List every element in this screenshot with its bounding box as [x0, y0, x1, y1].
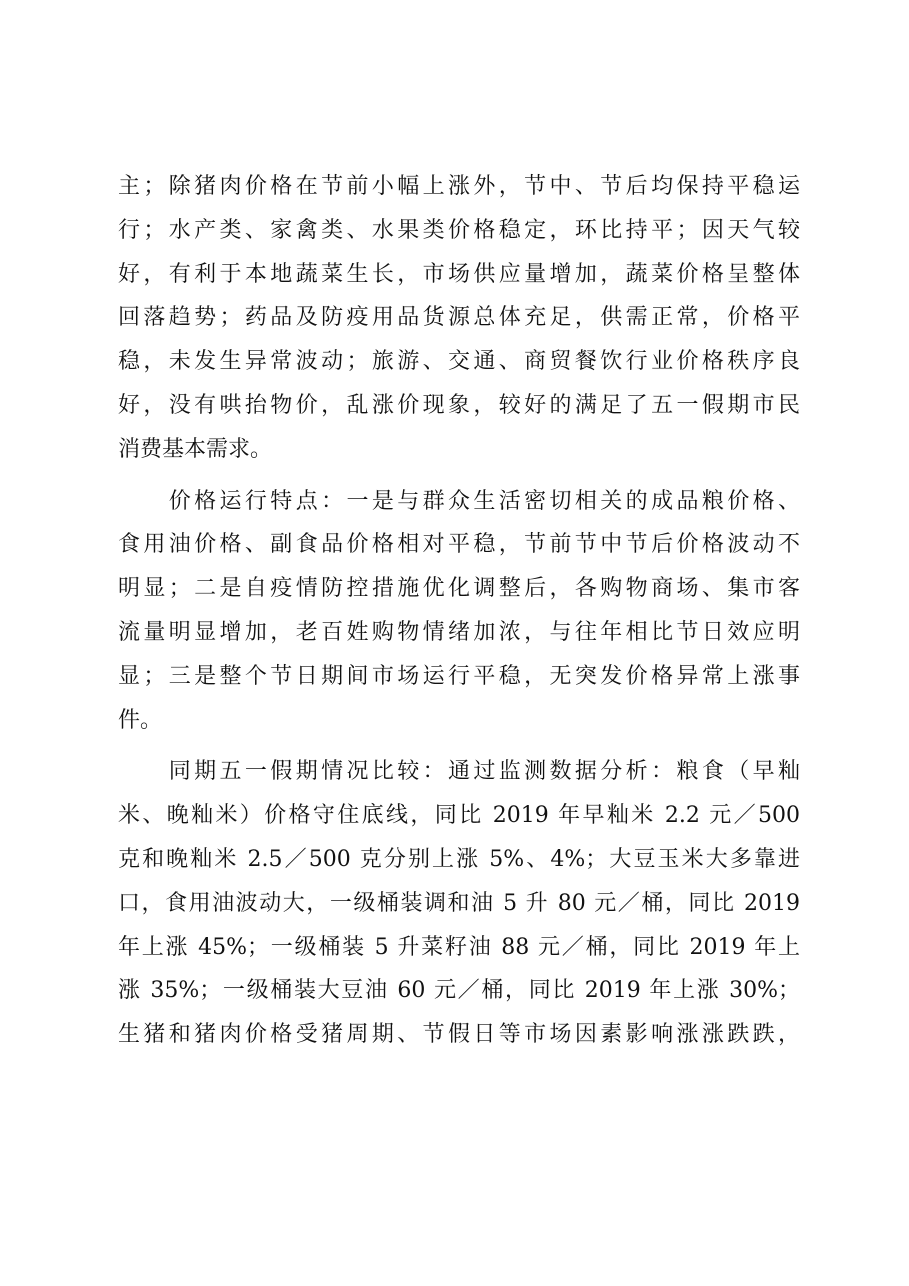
- text-line: 涨 35%；一级桶装大豆油 60 元／桶，同比 2019 年上涨 30%；: [118, 978, 800, 1004]
- paragraph-gap: [118, 472, 800, 480]
- text-line: 克和晚籼米 2.5／500 克分别上涨 5%、4%；大豆玉米大多靠进: [118, 846, 800, 872]
- text-line: 明显；二是自疫情防控措施优化调整后，各购物商场、集市客: [118, 576, 800, 602]
- paragraph-2: [118, 480, 800, 743]
- text-line: 主；除猪肉价格在节前小幅上涨外，节中、节后均保持平稳运: [118, 174, 800, 199]
- paragraph-3: [118, 750, 800, 1057]
- text-line: 稳，未发生异常波动；旅游、交通、商贸餐饮行业价格秩序良: [118, 349, 800, 375]
- text-line: 同期五一假期情况比较：通过监测数据分析：粮食（早籼: [118, 759, 800, 785]
- text-line: 生猪和猪肉价格受猪周期、节假日等市场因素影响涨涨跌跌，: [118, 1022, 800, 1048]
- text-line: 流量明显增加，老百姓购物情绪加浓，与往年相比节日效应明: [118, 619, 800, 645]
- text-line: 食用油价格、副食品价格相对平稳，节前节中节后价格波动不: [118, 532, 800, 558]
- paragraph-gap: [118, 742, 800, 750]
- text-line: 消费基本需求。: [118, 436, 273, 462]
- text-line: 回落趋势；药品及防疫用品货源总体充足，供需正常，价格平: [118, 305, 800, 331]
- text-line: 行；水产类、家禽类、水果类价格稳定，环比持平；因天气较: [118, 217, 800, 243]
- document-body: [118, 165, 800, 1057]
- text-line: 口，食用油波动大，一级桶装调和油 5 升 80 元／桶，同比 2019: [118, 890, 800, 916]
- text-line: 显；三是整个节日期间市场运行平稳，无突发价格异常上涨事: [118, 663, 800, 689]
- text-line: 好，没有哄抬物价，乱涨价现象，较好的满足了五一假期市民: [118, 392, 800, 418]
- text-line: 价格运行特点：一是与群众生活密切相关的成品粮价格、: [118, 488, 800, 514]
- text-line: 米、晚籼米）价格守住底线，同比 2019 年早籼米 2.2 元／500: [118, 803, 800, 829]
- text-line: 件。: [118, 707, 163, 733]
- paragraph-1: [118, 165, 800, 472]
- text-line: 年上涨 45%；一级桶装 5 升菜籽油 88 元／桶，同比 2019 年上: [118, 934, 800, 960]
- text-line: 好，有利于本地蔬菜生长，市场供应量增加，蔬菜价格呈整体: [118, 261, 800, 287]
